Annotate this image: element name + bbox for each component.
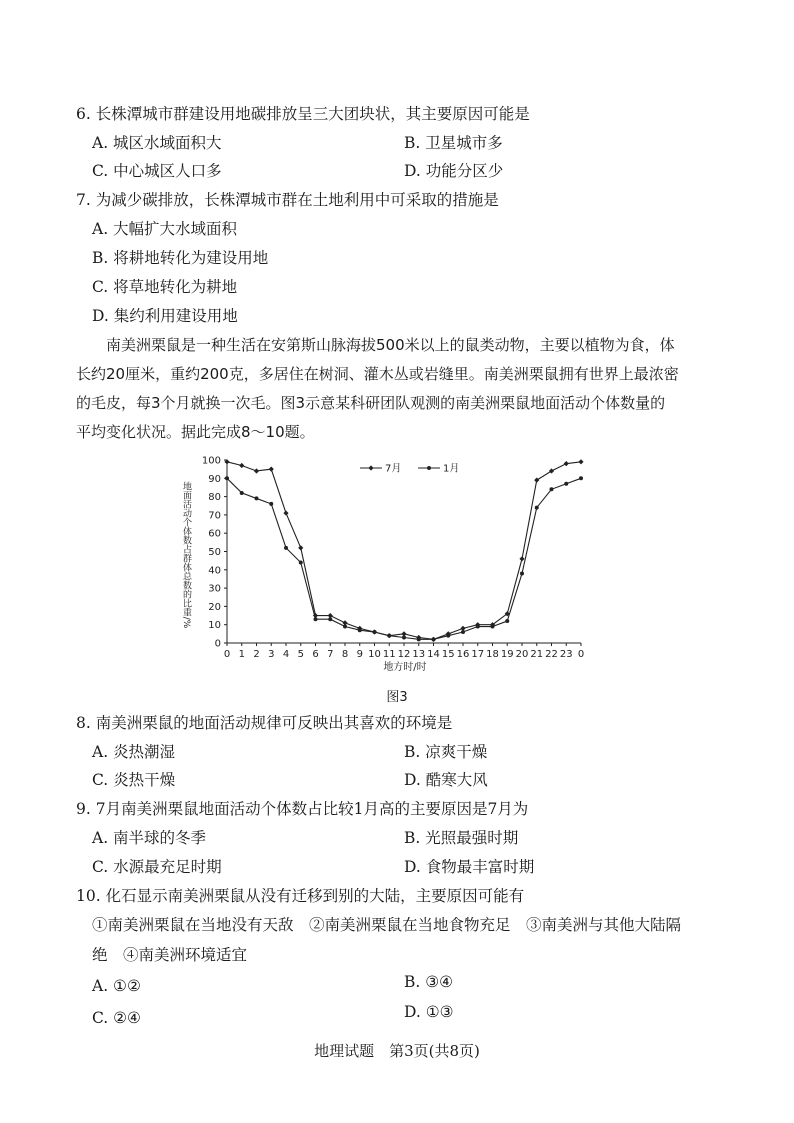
chart-x-tick-label: 13 — [412, 649, 426, 660]
chart-x-tick-label: 11 — [382, 649, 396, 660]
chart-point-2 — [328, 617, 332, 621]
chart-y-tick-label: 30 — [208, 583, 221, 595]
chart-x-tick-label: 23 — [559, 649, 573, 660]
q6-option-c: C. 中心城区人口多 — [92, 162, 222, 180]
chart-point-1 — [564, 461, 569, 466]
chart-point-2 — [446, 634, 450, 638]
chart-x-tick-label: 4 — [282, 649, 290, 660]
q7-option-c: C. 将草地转化为耕地 — [92, 278, 238, 296]
q10-stem: 10. 化石显示南美洲栗鼠从没有迁移到别的大陆，主要原因可能有 — [76, 887, 525, 905]
q8-option-d: D. 酷寒大风 — [404, 771, 488, 789]
chart-point-2 — [461, 630, 465, 634]
q8-option-b: B. 凉爽干燥 — [404, 743, 488, 761]
chart-series-line-1 — [227, 462, 581, 640]
chart-x-tick-label: 9 — [356, 649, 363, 660]
chart-point-2 — [343, 625, 347, 629]
chart-point-2 — [314, 617, 318, 621]
q9-option-c: C. 水源最充足时期 — [92, 858, 222, 876]
q10-option-a: A. ①② — [92, 977, 141, 995]
chart-x-tick-label: 0 — [577, 649, 585, 660]
chart-point-2 — [417, 637, 421, 641]
chart-x-tick-label: 21 — [530, 649, 544, 660]
q7-option-b: B. 将耕地转化为建设用地 — [92, 249, 269, 267]
chart-x-tick-label: 15 — [441, 649, 455, 660]
passage-line-3: 的毛皮，每3个月就换一次毛。图3示意某科研团队观测的南美洲栗鼠地面活动个体数量的 — [76, 394, 666, 412]
chart-x-tick-label: 1 — [238, 649, 245, 660]
q6-option-a: A. 城区水域面积大 — [92, 134, 222, 152]
passage-line-2: 长约20厘米，重约200克，多居住在树洞、灌木丛或岩缝里。南美洲栗鼠拥有世界上最浓密 — [76, 365, 679, 383]
q9-option-d: D. 食物最丰富时期 — [404, 858, 535, 876]
chart-x-tick-label: 20 — [515, 649, 529, 660]
q8-option-c: C. 炎热干燥 — [92, 771, 176, 789]
passage-line-1: 南美洲栗鼠是一种生活在安第斯山脉海拔500米以上的鼠类动物，主要以植物为食，体 — [106, 336, 675, 354]
chart-point-2 — [476, 625, 480, 629]
chart-y-tick-label: 40 — [208, 565, 221, 577]
figure-3-chart — [170, 448, 610, 678]
legend-label-1: 7月 — [385, 463, 402, 475]
chart-point-2 — [387, 634, 391, 638]
chart-y-tick-label: 100 — [201, 455, 221, 467]
chart-y-tick-label: 70 — [208, 510, 221, 522]
chart-point-1 — [239, 463, 244, 468]
chart-x-tick-label: 12 — [397, 649, 411, 660]
legend-marker-1 — [368, 465, 373, 470]
chart-point-2 — [402, 636, 406, 640]
chart-x-tick-label: 0 — [223, 649, 231, 660]
chart-point-2 — [505, 619, 509, 623]
chart-x-tick-label: 14 — [427, 649, 440, 660]
chart-point-2 — [299, 560, 303, 564]
q10-option-c: C. ②④ — [92, 1009, 141, 1027]
chart-x-tick-label: 19 — [500, 649, 514, 660]
chart-point-1 — [519, 556, 524, 561]
q7-option-a: A. 大幅扩大水域面积 — [92, 220, 238, 238]
page-footer: 地理试题 第3页(共8页) — [314, 1042, 480, 1060]
q7-stem: 7. 为减少碳排放，长株潭城市群在土地利用中可采取的措施是 — [76, 191, 499, 209]
chart-point-1 — [254, 468, 259, 473]
chart-y-tick-label: 80 — [208, 492, 221, 504]
chart-x-tick-label: 2 — [253, 649, 260, 660]
chart-point-2 — [491, 625, 495, 629]
q9-option-a: A. 南半球的冬季 — [92, 829, 207, 847]
q9-stem: 9. 7月南美洲栗鼠地面活动个体数占比较1月高的主要原因是7月为 — [76, 800, 529, 818]
q7-option-d: D. 集约利用建设用地 — [92, 307, 238, 325]
q6-option-d: D. 功能分区少 — [404, 162, 504, 180]
chart-x-tick-label: 8 — [341, 649, 349, 660]
chart-x-tick-label: 7 — [327, 649, 334, 660]
chart-x-tick-label: 3 — [268, 649, 275, 660]
q8-stem: 8. 南美洲栗鼠的地面活动规律可反映出其喜欢的环境是 — [76, 714, 453, 732]
chart-point-2 — [373, 630, 377, 634]
q10-statements-line-2: 绝 ④南美洲环境适宜 — [92, 946, 248, 964]
chart-y-axis-label: 地面活动个体数占群体总数的比重/% — [181, 481, 191, 629]
chart-point-2 — [432, 637, 436, 641]
q10-statements-line-1: ①南美洲栗鼠在当地没有天敌 ②南美洲栗鼠在当地食物充足 ③南美洲与其他大陆隔 — [92, 916, 682, 934]
chart-point-1 — [298, 545, 303, 550]
chart-point-2 — [550, 487, 554, 491]
chart-point-1 — [269, 467, 274, 472]
legend-marker-2 — [427, 466, 431, 470]
chart-point-1 — [549, 468, 554, 473]
chart-y-tick-label: 10 — [208, 620, 221, 632]
chart-point-1 — [283, 510, 288, 515]
chart-point-2 — [225, 476, 229, 480]
passage-line-4: 平均变化状况。据此完成8～10题。 — [76, 423, 315, 441]
figure-caption: 图3 — [386, 690, 408, 705]
chart-x-tick-label: 10 — [368, 649, 381, 660]
chart-y-tick-label: 20 — [208, 601, 221, 613]
chart-point-2 — [269, 502, 273, 506]
chart-y-tick-label: 90 — [208, 473, 221, 485]
chart-point-2 — [520, 571, 524, 575]
q8-option-a: A. 炎热潮湿 — [92, 743, 176, 761]
chart-point-2 — [358, 628, 362, 632]
chart-point-2 — [535, 506, 539, 510]
passage — [76, 331, 716, 447]
chart-point-2 — [284, 546, 288, 550]
chart-point-1 — [534, 478, 539, 483]
chart-point-2 — [579, 476, 583, 480]
chart-x-axis-label: 地方时/时 — [383, 662, 427, 673]
chart-series-line-2 — [227, 478, 581, 639]
chart-y-tick-label: 0 — [214, 638, 221, 650]
q9-option-b: B. 光照最强时期 — [404, 829, 519, 847]
chart-x-tick-label: 17 — [471, 649, 485, 660]
chart-x-tick-label: 22 — [545, 649, 558, 660]
chart-point-2 — [240, 491, 244, 495]
q10-option-b: B. ③④ — [404, 973, 454, 991]
chart-x-tick-label: 5 — [297, 649, 304, 660]
legend-label-2: 1月 — [443, 463, 460, 475]
chart-point-1 — [578, 459, 583, 464]
q6-stem: 6. 长株潭城市群建设用地碳排放呈三大团块状，其主要原因可能是 — [76, 105, 530, 123]
q10-option-d: D. ①③ — [404, 1003, 454, 1021]
chart-x-tick-label: 16 — [456, 649, 470, 660]
chart-y-tick-label: 50 — [208, 547, 221, 558]
chart-point-2 — [255, 496, 259, 500]
chart-point-2 — [564, 482, 568, 486]
chart-y-tick-label: 60 — [208, 528, 221, 540]
q6-option-b: B. 卫星城市多 — [404, 134, 503, 152]
chart-x-tick-label: 18 — [486, 649, 499, 660]
chart-x-tick-label: 6 — [312, 649, 319, 660]
